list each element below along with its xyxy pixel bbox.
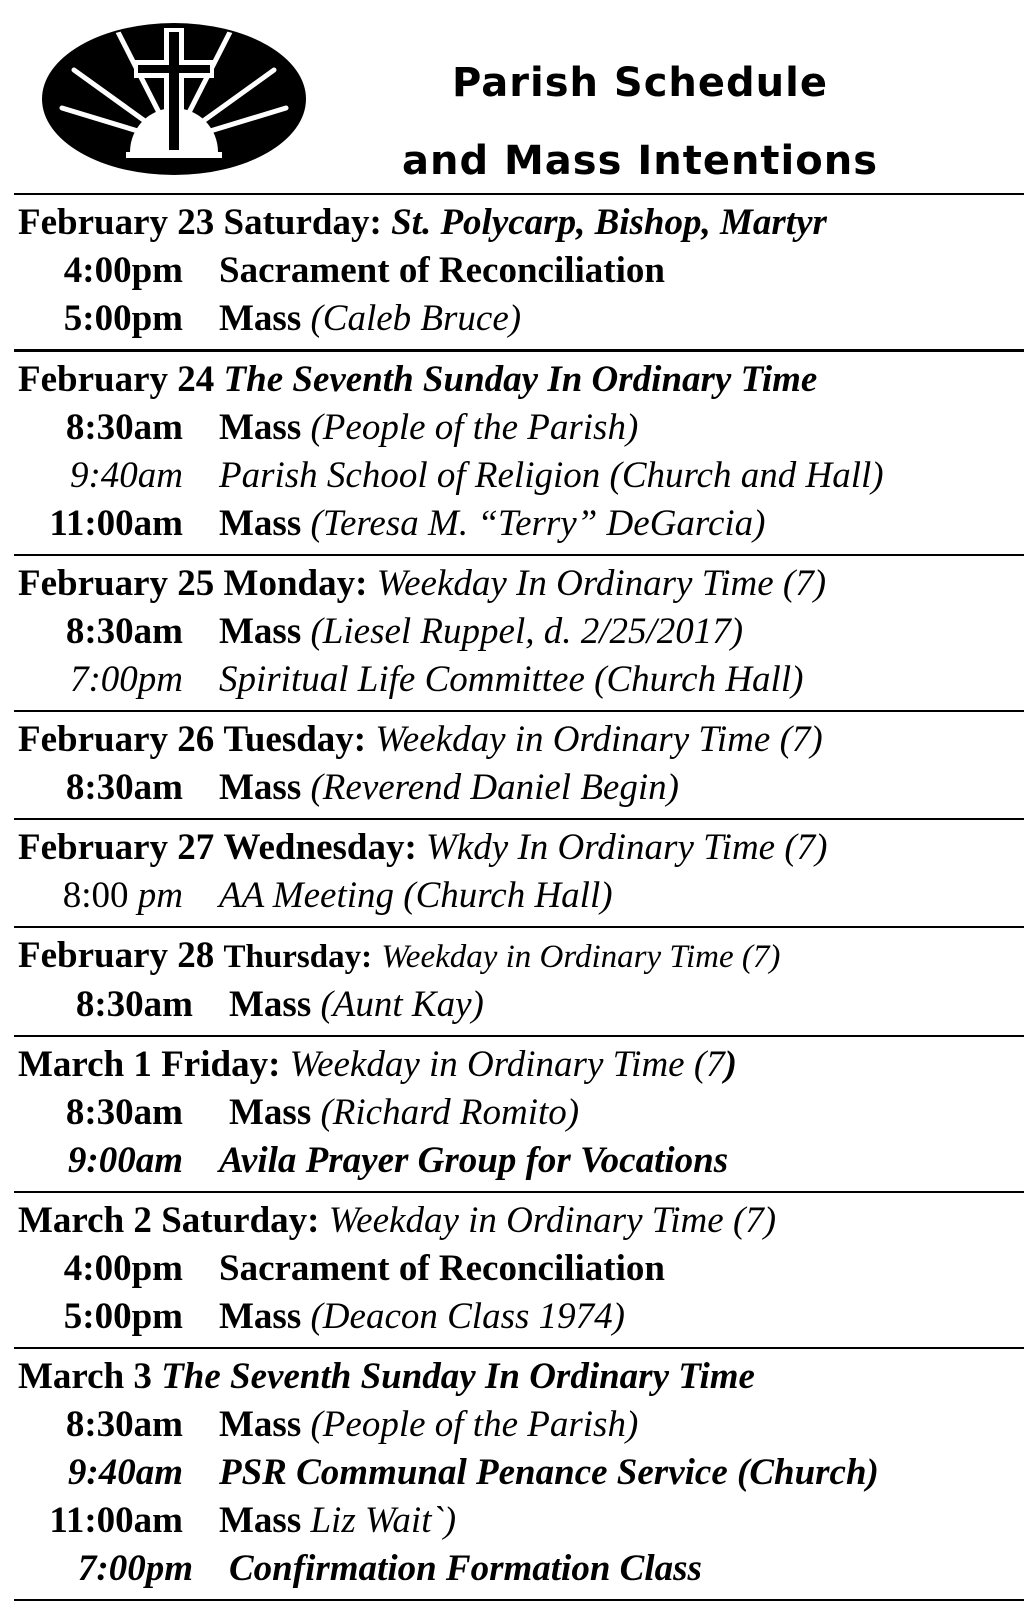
- event-row: [14, 1137, 1024, 1185]
- day-block: [14, 1191, 1024, 1347]
- day-block: [14, 926, 1024, 1035]
- feast-name: The Seventh Sunday In Ordinary Time: [161, 1356, 755, 1397]
- day-date: March 3: [18, 1356, 152, 1397]
- day-date: February 25: [18, 563, 215, 604]
- event-intention: Liz Wait`): [310, 1500, 457, 1541]
- event-intention: (Teresa M. “Terry” DeGarcia): [310, 503, 766, 544]
- day-header: [14, 560, 1024, 608]
- event-time: 7:00pm: [69, 659, 183, 700]
- feast-name-text: Weekday in Ordinary Time (7: [289, 1044, 725, 1085]
- cross-sunrise-icon: [38, 20, 310, 178]
- event-row: [14, 1245, 1024, 1293]
- day-header: [14, 824, 1024, 872]
- feast-name: [290, 1044, 737, 1085]
- day-header: [14, 356, 1024, 404]
- day-of-week: Saturday:: [161, 1200, 320, 1241]
- day-date: February 23: [18, 202, 215, 243]
- event-row: [14, 452, 1024, 500]
- event-intention: (Richard Romito): [320, 1092, 580, 1133]
- event-time: [14, 872, 219, 920]
- event-time: 11:00am: [49, 1500, 183, 1541]
- day-header: [14, 932, 1024, 981]
- day-header: [14, 716, 1024, 764]
- event-time-number: 8:00: [62, 875, 129, 916]
- event-time: 8:30am: [65, 1404, 183, 1445]
- event-title: Mass: [219, 767, 302, 808]
- event-row: [14, 981, 1024, 1029]
- event-time: 8:30am: [65, 1092, 183, 1133]
- feast-name: Weekday in Ordinary Time (7): [328, 1200, 777, 1241]
- feast-name: The Seventh Sunday In Ordinary Time: [223, 359, 818, 400]
- event-time: 9:40am: [67, 1452, 183, 1493]
- feast-name: St. Polycarp, Bishop, Martyr: [391, 202, 827, 243]
- event-title: PSR Communal Penance Service (Church): [219, 1452, 879, 1493]
- event-description: AA Meeting (Church Hall): [219, 875, 613, 916]
- event-title: Mass: [219, 611, 302, 652]
- day-of-week: Monday:: [223, 563, 368, 604]
- page-title-line-2: and Mass Intentions: [401, 138, 879, 184]
- event-intention: (Reverend Daniel Begin): [310, 767, 679, 808]
- event-row: [14, 247, 1024, 295]
- event-intention: (People of the Parish): [310, 407, 639, 448]
- event-intention: (Aunt Kay): [320, 984, 484, 1025]
- day-of-week: Saturday:: [223, 202, 382, 243]
- event-title: Mass: [219, 1404, 302, 1445]
- event-row: [14, 764, 1024, 812]
- event-time: 4:00pm: [63, 1248, 183, 1289]
- day-date: February 24: [18, 359, 215, 400]
- event-time: 7:00pm: [77, 1548, 193, 1589]
- event-row: [14, 295, 1024, 343]
- feast-name: Weekday in Ordinary Time (7): [381, 939, 781, 975]
- day-of-week: Wednesday:: [223, 827, 417, 868]
- day-header: [14, 1353, 1024, 1401]
- event-row: [14, 1497, 1024, 1545]
- event-time: 8:30am: [65, 767, 183, 808]
- event-title: Mass: [219, 503, 302, 544]
- event-title: Confirmation Formation Class: [229, 1548, 702, 1589]
- event-title: Mass: [229, 1092, 312, 1133]
- event-title: Sacrament of Reconciliation: [219, 1248, 665, 1289]
- event-row: [14, 608, 1024, 656]
- event-time: 9:00am: [67, 1140, 183, 1181]
- event-title: Sacrament of Reconciliation: [219, 250, 665, 291]
- day-header: [14, 199, 1024, 247]
- day-block: [14, 554, 1024, 710]
- day-block: [14, 1035, 1024, 1191]
- bulletin-header: [0, 0, 1030, 196]
- day-of-week: Tuesday:: [223, 719, 367, 760]
- event-row: [14, 656, 1024, 704]
- schedule-list: [14, 193, 1024, 1601]
- event-intention: (Caleb Bruce): [310, 298, 522, 339]
- event-intention: (People of the Parish): [310, 1404, 639, 1445]
- event-row: [14, 1401, 1024, 1449]
- day-date: February 28: [18, 935, 215, 976]
- day-block: [14, 193, 1024, 349]
- day-header: [14, 1041, 1024, 1089]
- event-time: 8:30am: [65, 611, 183, 652]
- day-block: [14, 1347, 1024, 1601]
- event-title: Mass: [219, 1296, 302, 1337]
- day-of-week: Thursday:: [223, 939, 373, 975]
- event-row: [14, 500, 1024, 548]
- feast-close-paren: ): [724, 1044, 737, 1085]
- day-header: [14, 1197, 1024, 1245]
- feast-name: Wkdy In Ordinary Time (7): [426, 827, 828, 868]
- event-description: Parish School of Religion (Church and Hall): [219, 455, 884, 496]
- day-date: March 2: [18, 1200, 152, 1241]
- event-title: Mass: [229, 984, 312, 1025]
- event-row: [14, 1449, 1024, 1497]
- event-time: 5:00pm: [63, 298, 183, 339]
- page-title-line-1: Parish Schedule: [452, 60, 828, 106]
- event-title: Avila Prayer Group for Vocations: [219, 1140, 729, 1181]
- event-time: 8:30am: [75, 984, 193, 1025]
- event-row: [14, 872, 1024, 920]
- day-of-week: Friday:: [161, 1044, 281, 1085]
- event-time: 4:00pm: [63, 250, 183, 291]
- day-date: March 1: [18, 1044, 152, 1085]
- event-title: Mass: [219, 298, 302, 339]
- event-title: Mass: [219, 407, 302, 448]
- event-time: 8:30am: [65, 407, 183, 448]
- event-row: [14, 1545, 1024, 1593]
- event-time: 11:00am: [49, 503, 183, 544]
- day-block: [14, 710, 1024, 818]
- event-intention: (Deacon Class 1974): [310, 1296, 625, 1337]
- event-description: Spiritual Life Committee (Church Hall): [219, 659, 804, 700]
- event-row: [14, 404, 1024, 452]
- event-time: 9:40am: [69, 455, 183, 496]
- day-date: February 27: [18, 827, 215, 868]
- feast-name: Weekday in Ordinary Time (7): [375, 719, 823, 760]
- event-time-suffix: pm: [137, 875, 183, 916]
- feast-name: Weekday In Ordinary Time (7): [376, 563, 827, 604]
- day-block: [14, 349, 1024, 554]
- day-block: [14, 818, 1024, 926]
- day-date: February 26: [18, 719, 215, 760]
- event-title: Mass: [219, 1500, 302, 1541]
- event-row: [14, 1293, 1024, 1341]
- event-time: 5:00pm: [63, 1296, 183, 1337]
- event-intention: (Liesel Ruppel, d. 2/25/2017): [310, 611, 744, 652]
- event-row: [14, 1089, 1024, 1137]
